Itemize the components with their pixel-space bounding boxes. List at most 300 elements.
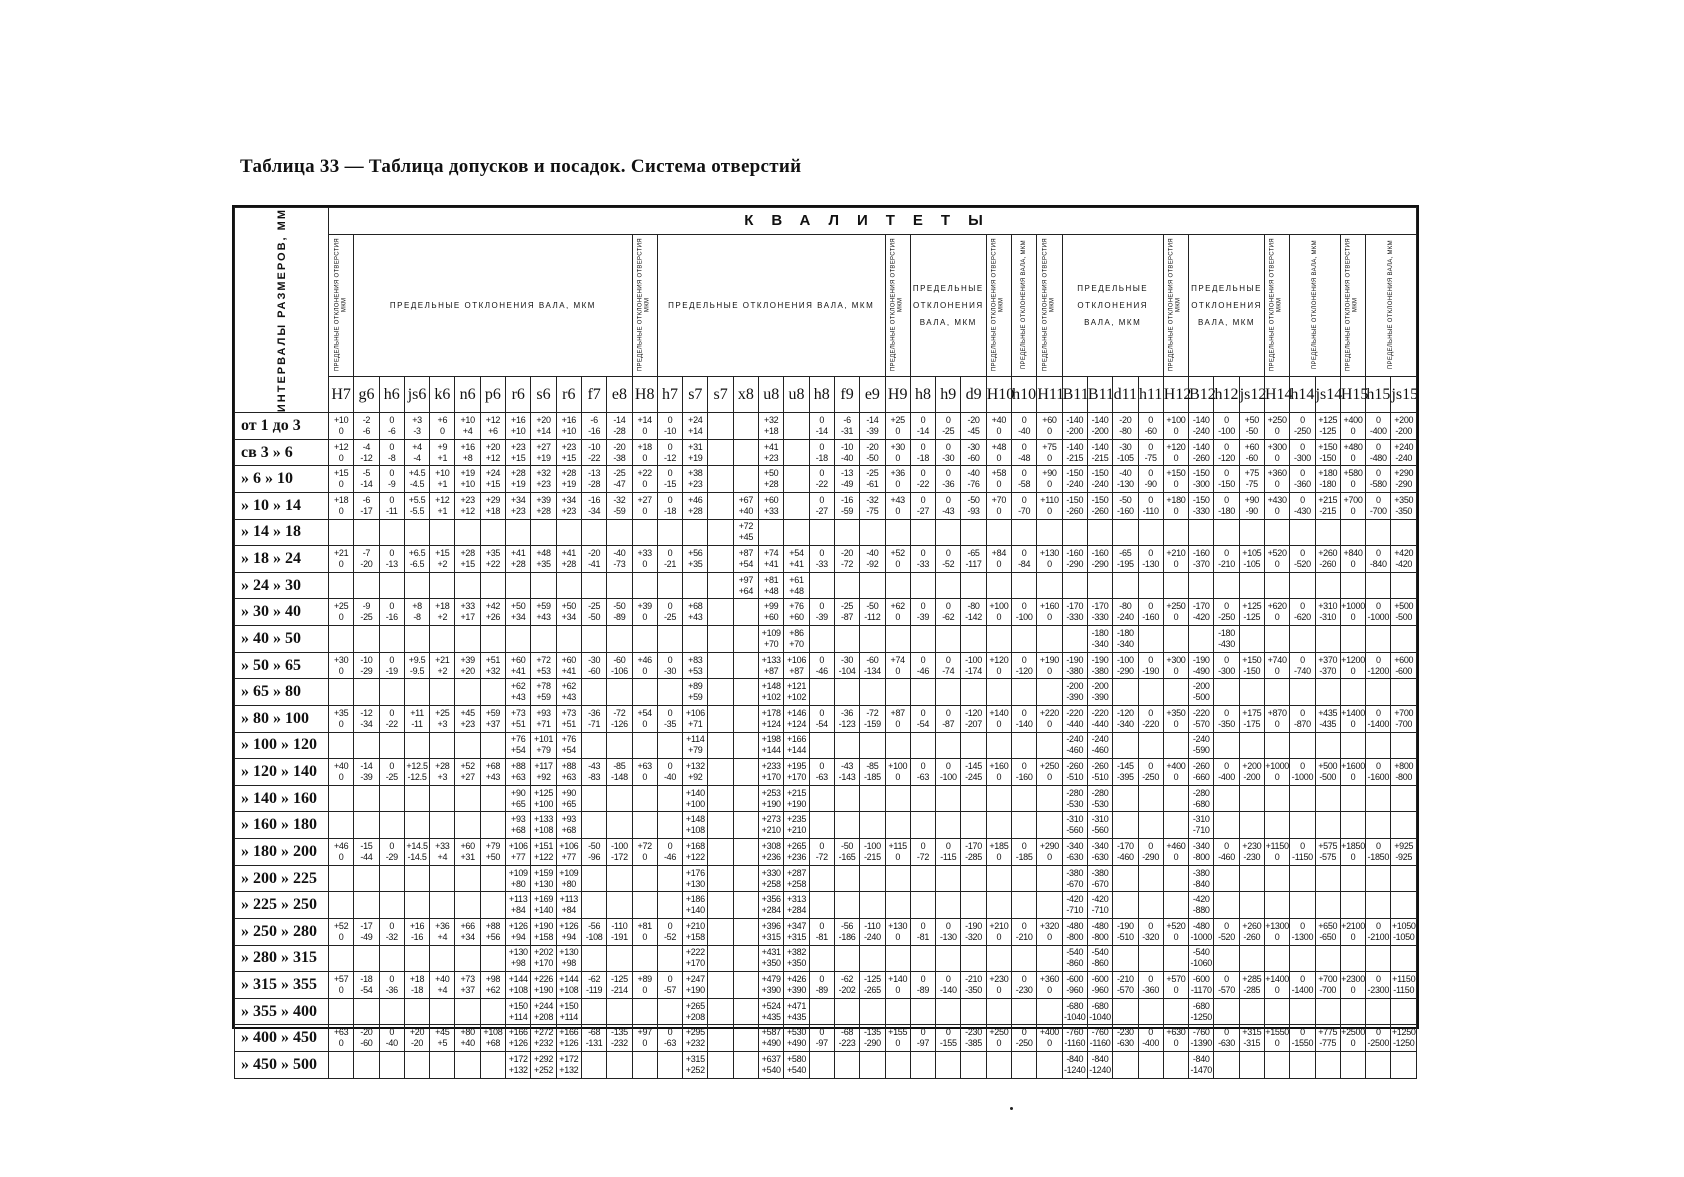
- fit-symbol: x8: [733, 376, 758, 412]
- deviation-cell: [632, 1052, 657, 1079]
- deviation-cell: 0 -33: [910, 546, 935, 573]
- deviation-cell: [708, 519, 733, 546]
- deviation-cell: [607, 785, 632, 812]
- deviation-cell: [961, 945, 986, 972]
- deviation-cell: [1315, 892, 1340, 919]
- deviation-cell: -260 -510: [1062, 759, 1087, 786]
- deviation-cell: [936, 785, 961, 812]
- deviation-cell: +41 +23: [759, 439, 784, 466]
- deviation-cell: [455, 945, 480, 972]
- deviation-cell: +54 0: [632, 705, 657, 732]
- deviation-cell: 0 -74: [936, 652, 961, 679]
- table-row: [235, 466, 1417, 493]
- deviation-cell: [986, 1052, 1011, 1079]
- deviation-cell: 0 -520: [1290, 546, 1315, 573]
- deviation-cell: 0 -25: [657, 599, 682, 626]
- fit-symbol: h7: [657, 376, 682, 412]
- deviation-cell: +73 +37: [455, 972, 480, 999]
- table-row: [235, 1025, 1417, 1052]
- deviation-cell: -480 -800: [1062, 918, 1087, 945]
- fit-symbol: s7: [708, 376, 733, 412]
- table-row: [235, 413, 1417, 440]
- shaft-deviation-header-3: ПРЕДЕЛЬНЫЕ ОТКЛОНЕНИЯ ВАЛА, МКМ: [910, 234, 986, 376]
- deviation-cell: +39 0: [632, 599, 657, 626]
- deviation-cell: 0 -1550: [1290, 1025, 1315, 1052]
- deviation-cell: -760 -1160: [1062, 1025, 1087, 1052]
- deviation-cell: 0 -52: [657, 918, 682, 945]
- fit-symbol: h15: [1366, 376, 1391, 412]
- deviation-cell: [1264, 892, 1289, 919]
- deviation-cell: [809, 945, 834, 972]
- deviation-cell: [455, 1052, 480, 1079]
- fit-symbol: js12: [1239, 376, 1264, 412]
- deviation-cell: +226 +190: [531, 972, 556, 999]
- deviation-cell: [708, 466, 733, 493]
- deviation-cell: [329, 679, 354, 706]
- deviation-cell: [329, 519, 354, 546]
- deviation-cell: [1239, 679, 1264, 706]
- deviation-cell: +290 0: [1037, 839, 1062, 866]
- deviation-cell: [1113, 732, 1138, 759]
- deviation-cell: [1340, 732, 1365, 759]
- deviation-cell: +33 +17: [455, 599, 480, 626]
- deviation-cell: [1366, 519, 1391, 546]
- deviation-cell: 0 -250: [1290, 413, 1315, 440]
- deviation-cell: [354, 519, 379, 546]
- deviation-cell: [708, 546, 733, 573]
- hole-deviation-header-h15: ПРЕДЕЛЬНЫЕ ОТКЛОНЕНИЯ ОТВЕРСТИЯ МКМ: [1340, 234, 1365, 376]
- deviation-cell: [1290, 998, 1315, 1025]
- deviation-cell: [632, 945, 657, 972]
- deviation-cell: [329, 732, 354, 759]
- deviation-cell: [885, 865, 910, 892]
- deviation-cell: 0 -57: [657, 972, 682, 999]
- deviation-cell: [581, 572, 606, 599]
- deviation-cell: [986, 865, 1011, 892]
- deviation-cell: [1138, 812, 1163, 839]
- deviation-cell: [733, 759, 758, 786]
- deviation-cell: +81 0: [632, 918, 657, 945]
- deviation-cell: +57 0: [329, 972, 354, 999]
- deviation-cell: -85 -185: [860, 759, 885, 786]
- deviation-cell: +700 -700: [1391, 705, 1417, 732]
- deviation-cell: +16 +8: [455, 439, 480, 466]
- deviation-cell: [1189, 572, 1214, 599]
- fit-symbol: s6: [531, 376, 556, 412]
- deviation-cell: +265 +236: [784, 839, 809, 866]
- deviation-cell: [1138, 572, 1163, 599]
- deviation-cell: +244 +208: [531, 998, 556, 1025]
- deviation-cell: -190 -320: [961, 918, 986, 945]
- deviation-cell: -6 -16: [581, 413, 606, 440]
- deviation-cell: -310 -710: [1189, 812, 1214, 839]
- deviation-cell: [1340, 519, 1365, 546]
- hole-deviation-header-h12: ПРЕДЕЛЬНЫЕ ОТКЛОНЕНИЯ ОТВЕРСТИЯ МКМ: [1163, 234, 1188, 376]
- deviation-cell: [632, 519, 657, 546]
- deviation-cell: -140 -240: [1189, 413, 1214, 440]
- deviation-cell: [329, 945, 354, 972]
- deviation-cell: [708, 839, 733, 866]
- deviation-cell: +12.5 -12.5: [404, 759, 429, 786]
- deviation-cell: [379, 892, 404, 919]
- deviation-cell: [430, 998, 455, 1025]
- deviation-cell: [986, 679, 1011, 706]
- deviation-cell: [733, 945, 758, 972]
- deviation-cell: [480, 998, 505, 1025]
- deviation-cell: 0 -210: [1214, 546, 1239, 573]
- deviation-cell: -380 -670: [1087, 865, 1112, 892]
- deviation-cell: +160 0: [1037, 599, 1062, 626]
- deviation-cell: -9 -25: [354, 599, 379, 626]
- deviation-cell: [961, 812, 986, 839]
- deviation-cell: [1290, 732, 1315, 759]
- deviation-cell: 0 -48: [1012, 439, 1037, 466]
- deviation-cell: [910, 626, 935, 653]
- deviation-cell: 0 -9: [379, 466, 404, 493]
- deviation-cell: 0 -12: [657, 439, 682, 466]
- deviation-cell: +31 +19: [683, 439, 708, 466]
- deviation-cell: +46 0: [329, 839, 354, 866]
- deviation-cell: +520 0: [1264, 546, 1289, 573]
- deviation-cell: -480 -1000: [1189, 918, 1214, 945]
- deviation-cell: [581, 679, 606, 706]
- deviation-cell: [784, 492, 809, 519]
- deviation-cell: +22 0: [632, 466, 657, 493]
- table-row: [235, 812, 1417, 839]
- deviation-cell: +300 0: [1264, 439, 1289, 466]
- deviation-cell: [1290, 679, 1315, 706]
- deviation-cell: +480 0: [1340, 439, 1365, 466]
- deviation-cell: -125 -265: [860, 972, 885, 999]
- deviation-cell: [1290, 1052, 1315, 1079]
- deviation-cell: [961, 519, 986, 546]
- deviation-cell: [961, 1052, 986, 1079]
- deviation-cell: +356 +284: [759, 892, 784, 919]
- deviation-cell: [1391, 785, 1417, 812]
- fit-symbol: h14: [1290, 376, 1315, 412]
- deviation-cell: +60 0: [1037, 413, 1062, 440]
- deviation-cell: +350 0: [1163, 705, 1188, 732]
- deviation-cell: -36 -71: [581, 705, 606, 732]
- deviation-cell: [1391, 812, 1417, 839]
- deviation-cell: -135 -290: [860, 1025, 885, 1052]
- deviation-cell: -340 -630: [1087, 839, 1112, 866]
- deviation-cell: 0 -2300: [1366, 972, 1391, 999]
- table-row: [235, 785, 1417, 812]
- fit-symbols-row: [235, 376, 1417, 412]
- deviation-cell: -100 -174: [961, 652, 986, 679]
- deviation-cell: -30 -60: [581, 652, 606, 679]
- deviation-cell: [1340, 1052, 1365, 1079]
- deviation-cell: [1138, 945, 1163, 972]
- deviation-cell: [1138, 785, 1163, 812]
- deviation-cell: 0 -190: [1138, 652, 1163, 679]
- deviation-cell: +52 0: [329, 918, 354, 945]
- deviation-cell: -280 -530: [1087, 785, 1112, 812]
- deviation-cell: +50 +28: [759, 466, 784, 493]
- deviation-cell: [1340, 998, 1365, 1025]
- deviation-cell: 0 -25: [379, 759, 404, 786]
- deviation-cell: +151 +122: [531, 839, 556, 866]
- deviation-cell: [1315, 998, 1340, 1025]
- deviation-cell: [1037, 812, 1062, 839]
- deviation-cell: +113 +84: [506, 892, 531, 919]
- deviation-cell: [1037, 945, 1062, 972]
- deviation-cell: -20 -80: [1113, 413, 1138, 440]
- deviation-cell: [1214, 945, 1239, 972]
- deviation-cell: 0 -36: [379, 972, 404, 999]
- deviation-cell: -65 -195: [1113, 546, 1138, 573]
- deviation-cell: +144 +108: [556, 972, 581, 999]
- deviation-cell: [1037, 865, 1062, 892]
- deviation-cell: [1290, 812, 1315, 839]
- deviation-cell: [1138, 865, 1163, 892]
- deviation-cell: [1290, 865, 1315, 892]
- deviation-cell: +18 0: [632, 439, 657, 466]
- deviation-cell: [1214, 1052, 1239, 1079]
- deviation-cell: [455, 998, 480, 1025]
- deviation-cell: 0 -400: [1138, 1025, 1163, 1052]
- fit-symbol: H7: [329, 376, 354, 412]
- deviation-cell: +253 +190: [759, 785, 784, 812]
- deviation-cell: -170 -285: [961, 839, 986, 866]
- deviation-cell: +220 0: [1037, 705, 1062, 732]
- deviation-cell: +39 +28: [531, 492, 556, 519]
- deviation-cell: [733, 626, 758, 653]
- deviation-cell: -2 -6: [354, 413, 379, 440]
- deviation-cell: 0 -8: [379, 439, 404, 466]
- deviation-cell: 0 -40: [1012, 413, 1037, 440]
- deviation-cell: 0 -52: [936, 546, 961, 573]
- deviation-cell: -420 -710: [1062, 892, 1087, 919]
- deviation-cell: [936, 679, 961, 706]
- deviation-cell: [1062, 572, 1087, 599]
- deviation-cell: [430, 679, 455, 706]
- deviation-cell: -85 -148: [607, 759, 632, 786]
- deviation-cell: 0 -30: [657, 652, 682, 679]
- deviation-cell: [708, 572, 733, 599]
- deviation-cell: -200 -390: [1087, 679, 1112, 706]
- deviation-cell: -760 -1390: [1189, 1025, 1214, 1052]
- deviation-cell: +100 0: [1163, 413, 1188, 440]
- deviation-cell: +52 0: [885, 546, 910, 573]
- deviation-cell: [1138, 626, 1163, 653]
- deviation-cell: [683, 626, 708, 653]
- deviation-cell: +23 +12: [455, 492, 480, 519]
- deviation-cell: +75 -75: [1239, 466, 1264, 493]
- deviation-cell: 0 -250: [1138, 759, 1163, 786]
- deviation-cell: -140 -260: [1189, 439, 1214, 466]
- deviation-cell: 0 -35: [657, 705, 682, 732]
- table-row: [235, 759, 1417, 786]
- deviation-cell: +68 +43: [480, 759, 505, 786]
- deviation-cell: +66 +34: [455, 918, 480, 945]
- deviation-cell: +29 +18: [480, 492, 505, 519]
- size-interval-label: » 225 » 250: [235, 892, 329, 919]
- deviation-cell: [1366, 626, 1391, 653]
- deviation-cell: +79 +50: [480, 839, 505, 866]
- deviation-cell: +4 -4: [404, 439, 429, 466]
- deviation-cell: 0 -72: [809, 839, 834, 866]
- deviation-cell: [455, 679, 480, 706]
- deviation-cell: [885, 785, 910, 812]
- size-interval-label: » 140 » 160: [235, 785, 329, 812]
- deviation-cell: [657, 785, 682, 812]
- table-row: [235, 679, 1417, 706]
- deviation-cell: [1012, 892, 1037, 919]
- deviation-cell: 0 -100: [936, 759, 961, 786]
- deviation-cell: [1037, 572, 1062, 599]
- deviation-cell: +60 -60: [1239, 439, 1264, 466]
- deviation-cell: -170 -330: [1062, 599, 1087, 626]
- deviation-cell: +59 +37: [480, 705, 505, 732]
- deviation-cell: 0 -360: [1290, 466, 1315, 493]
- deviation-cell: -840 -1470: [1189, 1052, 1214, 1079]
- deviation-cell: +166 +144: [784, 732, 809, 759]
- deviation-cell: [531, 519, 556, 546]
- size-interval-label: » 400 » 450: [235, 1025, 329, 1052]
- deviation-cell: [936, 892, 961, 919]
- deviation-cell: [657, 812, 682, 839]
- deviation-cell: +580 0: [1340, 466, 1365, 493]
- deviation-cell: [1138, 519, 1163, 546]
- deviation-cell: [733, 1025, 758, 1052]
- deviation-cell: -140 -215: [1062, 439, 1087, 466]
- deviation-cell: [733, 839, 758, 866]
- deviation-cell: 0 -87: [936, 705, 961, 732]
- deviation-cell: +105 -105: [1239, 546, 1264, 573]
- deviation-cell: [708, 413, 733, 440]
- deviation-cell: [1315, 1052, 1340, 1079]
- deviation-cell: -14 -39: [354, 759, 379, 786]
- deviation-cell: +175 -175: [1239, 705, 1264, 732]
- deviation-cell: [860, 679, 885, 706]
- deviation-cell: [632, 626, 657, 653]
- deviation-cell: [430, 626, 455, 653]
- deviation-cell: [1391, 892, 1417, 919]
- deviation-cell: +8 -8: [404, 599, 429, 626]
- deviation-cell: [733, 439, 758, 466]
- deviation-cell: [910, 945, 935, 972]
- deviation-cell: [455, 572, 480, 599]
- deviation-cell: +230 0: [986, 972, 1011, 999]
- deviation-cell: [430, 732, 455, 759]
- deviation-cell: [809, 626, 834, 653]
- deviation-cell: 0 -14: [809, 413, 834, 440]
- fit-symbol: H10: [986, 376, 1011, 412]
- deviation-cell: +21 +2: [430, 652, 455, 679]
- hole-deviation-header-h11: ПРЕДЕЛЬНЫЕ ОТКЛОНЕНИЯ ОТВЕРСТИЯ МКМ: [1037, 234, 1062, 376]
- deviation-cell: [607, 865, 632, 892]
- deviation-cell: +73 +51: [556, 705, 581, 732]
- deviation-cell: +285 -285: [1239, 972, 1264, 999]
- deviation-cell: -20 -72: [834, 546, 859, 573]
- deviation-cell: [480, 865, 505, 892]
- deviation-cell: +290 -290: [1391, 466, 1417, 493]
- fit-symbol: n6: [455, 376, 480, 412]
- deviation-cell: [910, 519, 935, 546]
- deviation-cell: [733, 865, 758, 892]
- deviation-cell: +190 +158: [531, 918, 556, 945]
- deviation-cell: -380 -670: [1062, 865, 1087, 892]
- deviation-cell: +180 0: [1163, 492, 1188, 519]
- deviation-cell: -50 -160: [1113, 492, 1138, 519]
- deviation-cell: +18 0: [329, 492, 354, 519]
- deviation-cell: +90 +65: [506, 785, 531, 812]
- deviation-cell: [329, 626, 354, 653]
- deviation-cell: [455, 812, 480, 839]
- deviation-cell: +524 +435: [759, 998, 784, 1025]
- deviation-cell: -600 -1170: [1189, 972, 1214, 999]
- deviation-cell: +250 0: [1037, 759, 1062, 786]
- deviation-cell: [1290, 519, 1315, 546]
- shaft-deviation-header-5: ПРЕДЕЛЬНЫЕ ОТКЛОНЕНИЯ ВАЛА, МКМ: [1062, 234, 1163, 376]
- deviation-cell: -10 -22: [581, 439, 606, 466]
- deviation-cell: -50 -89: [607, 599, 632, 626]
- deviation-cell: +14 0: [632, 413, 657, 440]
- deviation-cell: -190 -490: [1189, 652, 1214, 679]
- deviation-cell: 0 -150: [1214, 466, 1239, 493]
- deviation-cell: [1138, 732, 1163, 759]
- deviation-cell: +87 +54: [733, 546, 758, 573]
- deviation-cell: [683, 572, 708, 599]
- deviation-cell: -62 -119: [581, 972, 606, 999]
- deviation-cell: [910, 812, 935, 839]
- deviation-cell: +108 +68: [480, 1025, 505, 1052]
- deviation-cell: [885, 732, 910, 759]
- deviation-cell: [936, 1052, 961, 1079]
- deviation-cell: [379, 679, 404, 706]
- deviation-cell: +25 +3: [430, 705, 455, 732]
- deviation-cell: [708, 652, 733, 679]
- deviation-cell: +68 +43: [683, 599, 708, 626]
- deviation-cell: [1315, 732, 1340, 759]
- deviation-cell: [404, 626, 429, 653]
- deviation-cell: -15 -44: [354, 839, 379, 866]
- deviation-cell: [379, 519, 404, 546]
- deviation-cell: +28 +19: [556, 466, 581, 493]
- deviation-cell: +320 0: [1037, 918, 1062, 945]
- deviation-cell: -80 -142: [961, 599, 986, 626]
- deviation-cell: +93 +68: [556, 812, 581, 839]
- deviation-cell: [1113, 519, 1138, 546]
- deviation-cell: +172 +132: [556, 1052, 581, 1079]
- hole-deviation-header-h7: ПРЕДЕЛЬНЫЕ ОТКЛОНЕНИЯ ОТВЕРСТИЯ МКМ: [329, 234, 354, 376]
- hole-deviation-header-h9: ПРЕДЕЛЬНЫЕ ОТКЛОНЕНИЯ ОТВЕРСТИЯ МКМ: [885, 234, 910, 376]
- table-row: [235, 892, 1417, 919]
- deviation-cell: +155 0: [885, 1025, 910, 1052]
- deviation-cell: 0 -1400: [1290, 972, 1315, 999]
- deviation-cell: +89 0: [632, 972, 657, 999]
- deviation-cell: +178 +124: [759, 705, 784, 732]
- deviation-cell: [430, 812, 455, 839]
- fit-symbol: H12: [1163, 376, 1188, 412]
- speck-mark: [1010, 1107, 1013, 1110]
- deviation-cell: 0 -840: [1366, 546, 1391, 573]
- deviation-cell: +86 +70: [784, 626, 809, 653]
- deviation-cell: -190 -380: [1062, 652, 1087, 679]
- deviation-cell: +150 +114: [556, 998, 581, 1025]
- deviation-cell: -68 -131: [581, 1025, 606, 1052]
- deviation-cell: +60 +41: [556, 652, 581, 679]
- deviation-cell: [404, 785, 429, 812]
- deviation-cell: [834, 626, 859, 653]
- deviation-cell: [480, 679, 505, 706]
- deviation-cell: [1264, 998, 1289, 1025]
- deviation-cell: +117 +92: [531, 759, 556, 786]
- deviation-cell: [1113, 945, 1138, 972]
- deviation-cell: [986, 785, 1011, 812]
